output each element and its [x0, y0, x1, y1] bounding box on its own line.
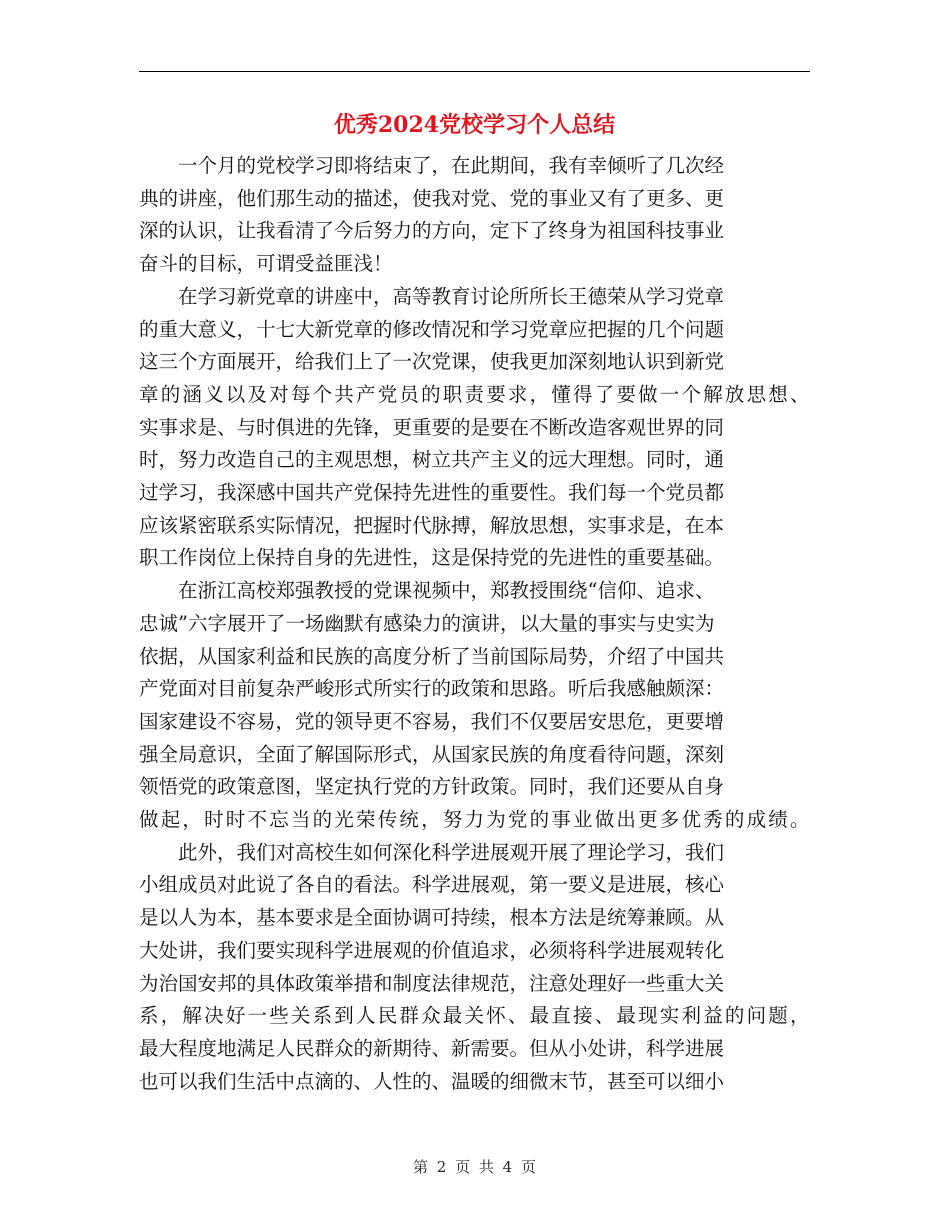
text-line: 职工作岗位上保持自身的先进性，这是保持党的先进性的重要基础。	[139, 546, 725, 570]
text-line: 领悟党的政策意图，坚定执行党的方针政策。同时，我们还要从自身	[139, 775, 725, 799]
text-line: 章的涵义以及对每个共产党员的职责要求，懂得了要做一个解放思想、	[139, 382, 812, 406]
text-line: 的重大意义，十七大新党章的修改情况和学习党章应把握的几个问题	[139, 317, 725, 341]
text-line: 最大程度地满足人民群众的新期待、新需要。但从小处讲，科学进展	[139, 1036, 725, 1060]
paragraph	[139, 837, 810, 1099]
paragraph	[139, 281, 810, 575]
text-line: 是以人为本，基本要求是全面协调可持续，根本方法是统筹兼顾。从	[139, 906, 725, 930]
header-rule	[139, 71, 810, 72]
text-line: 做起，时时不忘当的光荣传统，努力为党的事业做出更多优秀的成绩。	[139, 808, 812, 832]
text-line: 此外，我们对高校生如何深化科学进展观开展了理论学习，我们	[139, 840, 725, 864]
text-line: 系，解决好一些关系到人民群众最关怀、最直接、最现实利益的问题，	[139, 1004, 812, 1028]
text-line: 典的讲座，他们那生动的描述，使我对党、党的事业又有了更多、更	[139, 186, 725, 210]
text-line: 为治国安邦的具体政策举措和制度法律规范，注意处理好一些重大关	[139, 971, 725, 995]
text-line: 强全局意识，全面了解国际形式，从国家民族的角度看待问题，深刻	[139, 742, 725, 766]
page-footer: 第 2 页 共 4 页	[413, 1158, 536, 1176]
text-line: 国家建设不容易，党的领导更不容易，我们不仅要居安思危，更要增	[139, 709, 725, 733]
paragraph	[139, 150, 810, 281]
text-line: 过学习，我深感中国共产党保持先进性的重要性。我们每一个党员都	[139, 481, 725, 505]
text-line: 一个月的党校学习即将结束了，在此期间，我有幸倾听了几次经	[139, 154, 725, 177]
text-line: 在学习新党章的讲座中，高等教育讨论所所长王德荣从学习党章	[139, 284, 725, 308]
text-line: 奋斗的目标，可谓受益匪浅！	[139, 252, 393, 276]
text-line: 小组成员对此说了各自的看法。科学进展观，第一要义是进展，核心	[139, 873, 725, 897]
text-line: 在浙江高校郑强教授的党课视频中，郑教授围绕“信仰、追求、	[139, 579, 715, 603]
document-title: 优秀2024党校学习个人总结	[333, 112, 616, 138]
text-line: 实事求是、与时俱进的先锋，更重要的是要在不断改造客观世界的同	[139, 415, 725, 439]
text-line: 时，努力改造自己的主观思想，树立共产主义的远大理想。同时，通	[139, 448, 725, 472]
document-body	[139, 150, 810, 1098]
text-line: 依据，从国家利益和民族的高度分析了当前国际局势，介绍了中国共	[139, 644, 725, 668]
text-line: 这三个方面展开，给我们上了一次党课，使我更加深刻地认识到新党	[139, 350, 725, 374]
text-line: 应该紧密联系实际情况，把握时代脉搏，解放思想，实事求是，在本	[139, 513, 725, 537]
text-line: 深的认识，让我看清了今后努力的方向，定下了终身为祖国科技事业	[139, 219, 725, 243]
text-line: 也可以我们生活中点滴的、人性的、温暖的细微末节，甚至可以细小	[139, 1069, 725, 1093]
text-line: 产党面对目前复杂严峻形式所实行的政策和思路。听后我感触颇深：	[139, 677, 725, 701]
text-line: 大处讲，我们要实现科学进展观的价值追求，必须将科学进展观转化	[139, 938, 725, 962]
text-line: 忠诚”六字展开了一场幽默有感染力的演讲，以大量的事实与史实为	[139, 611, 715, 635]
paragraph	[139, 575, 810, 837]
